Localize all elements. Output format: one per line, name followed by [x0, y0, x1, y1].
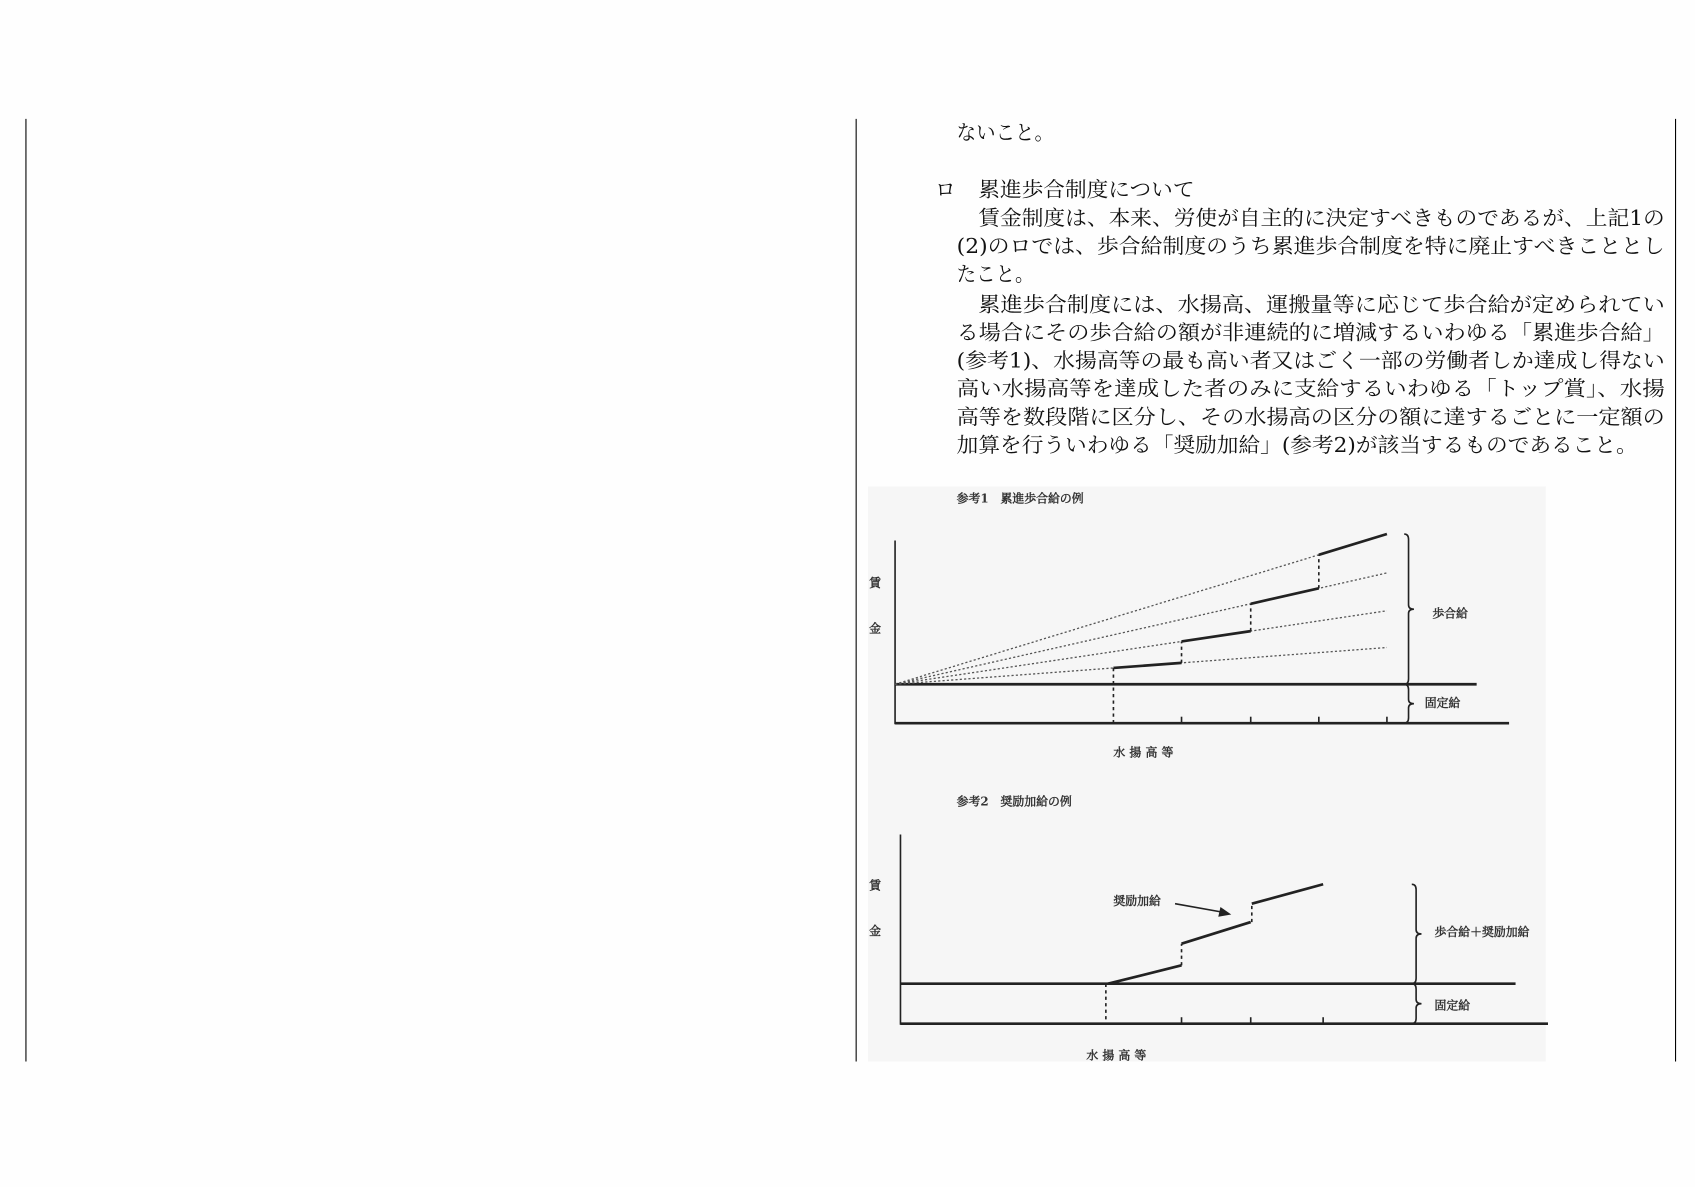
text-line: 高等を数段階に区分し、その水揚高の区分の額に達するごとに一定額の	[956, 404, 1665, 429]
brace-label-fixed: 固定給	[1434, 998, 1471, 1013]
body-text	[935, 120, 1665, 456]
y-axis-label: 金	[869, 924, 881, 939]
x-axis-label: 水 揚 高 等	[1113, 745, 1174, 760]
brace-label-fixed: 固定給	[1424, 695, 1461, 710]
figure-background	[868, 486, 1546, 1061]
figure-title: 参考2 奨励加給の例	[956, 794, 1072, 809]
y-axis-label: 賃	[869, 878, 881, 893]
text-line: 累進歩合制度には、水揚高、運搬量等に応じて歩合給が定められてい	[978, 292, 1665, 317]
text-line: たこと。	[956, 262, 1035, 287]
text-line: (2)のロでは、歩合給制度のうち累進歩合制度を特に廃止すべきこととし	[956, 233, 1665, 258]
text-line: (参考1)、水揚高等の最も高い者又はごく一部の労働者しか達成し得ない	[956, 348, 1665, 373]
figure-title: 参考1 累進歩合給の例	[956, 491, 1084, 506]
text-line: 加算を行ういわゆる「奨励加給」(参考2)が該当するものであること。	[956, 432, 1638, 457]
text-line: ないこと。	[956, 120, 1054, 145]
y-axis-label: 賃	[869, 575, 881, 590]
brace-label-commission: 歩合給	[1432, 606, 1468, 621]
text-line: 賃金制度は、本来、労使が自主的に決定すべきものであるが、上記1の	[978, 205, 1665, 230]
section-heading: 累進歩合制度について	[978, 177, 1195, 202]
brace-label-commission-bonus: 歩合給＋奨励加給	[1434, 925, 1530, 940]
text-line: 高い水揚高等を達成した者のみに支給するいわゆる「トップ賞」、水揚	[956, 376, 1665, 401]
x-axis-label: 水 揚 高 等	[1086, 1048, 1147, 1063]
section-marker: ロ	[935, 177, 956, 202]
text-line: る場合にその歩合給の額が非連続的に増減するいわゆる「累進歩合給」	[956, 320, 1665, 345]
annotation-label: 奨励加給	[1113, 893, 1161, 908]
y-axis-label: 金	[869, 621, 881, 636]
